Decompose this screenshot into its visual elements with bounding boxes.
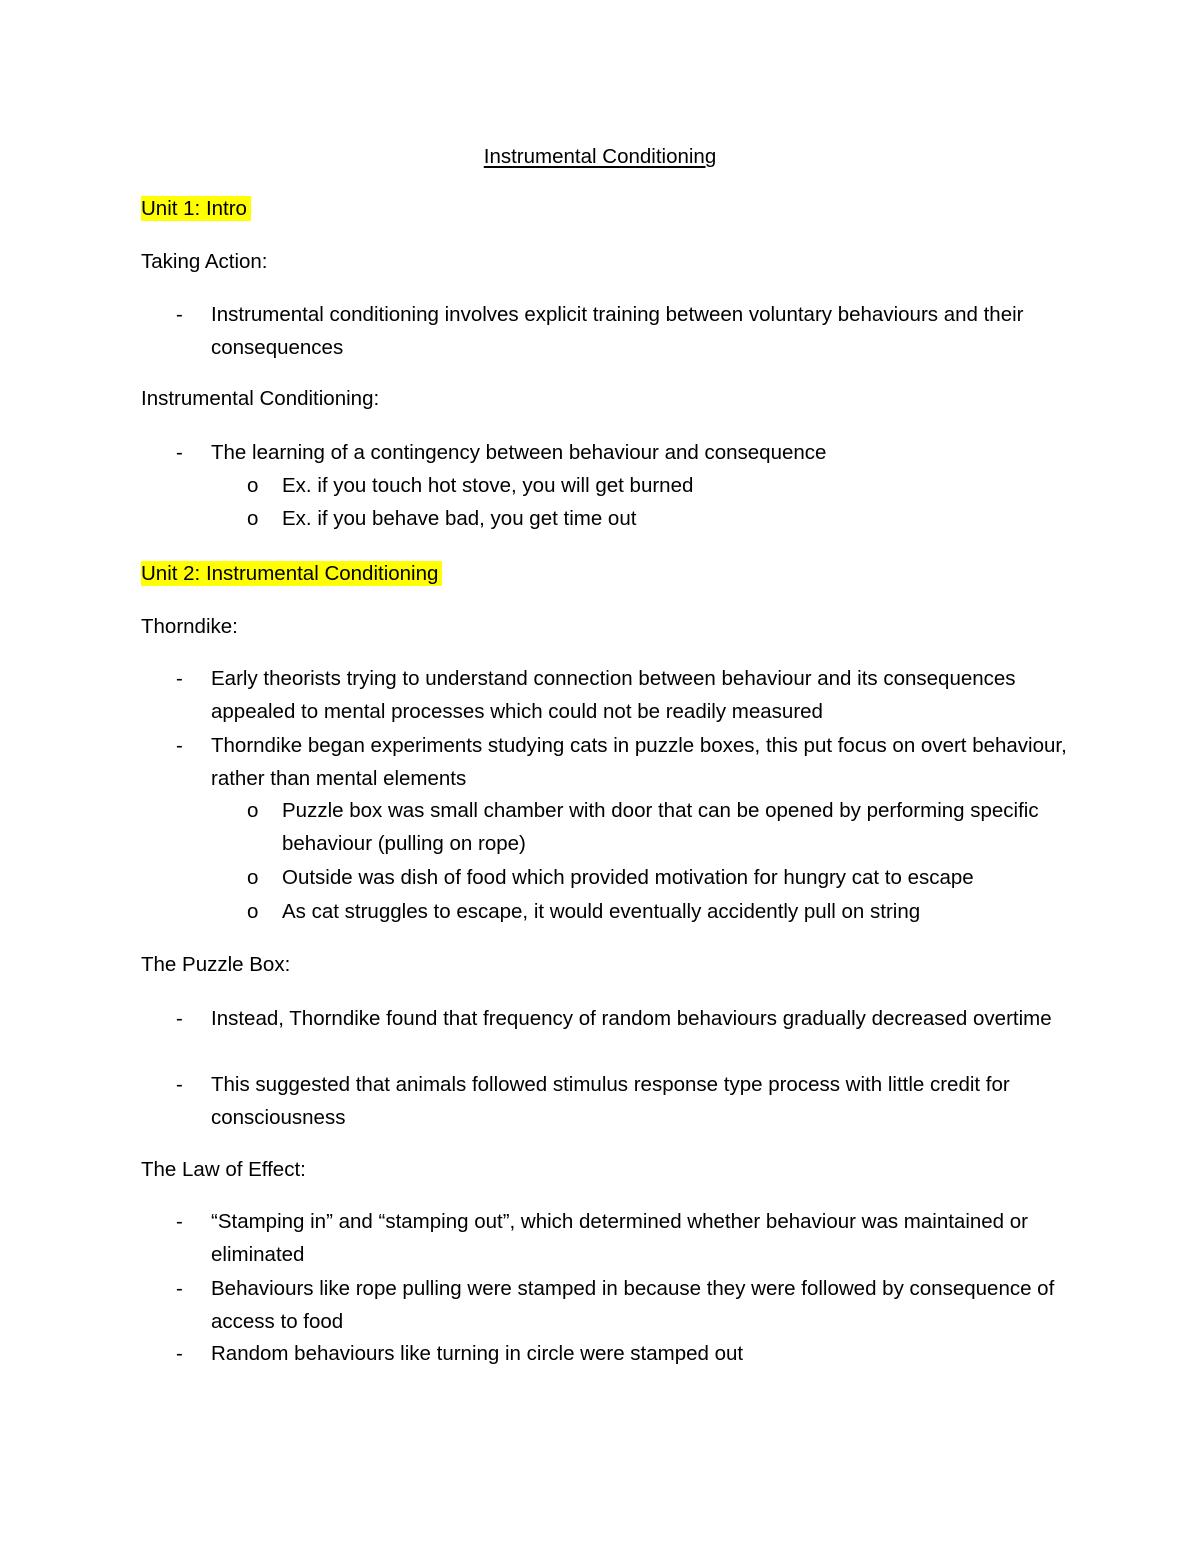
list-item-text: This suggested that animals followed stimulus response type process with little credit for consciousness [211, 1073, 1010, 1129]
dash-bullet: - [176, 441, 183, 464]
dash-bullet: - [176, 1210, 183, 1233]
dash-bullet: - [176, 1073, 183, 1096]
law-of-effect-heading: The Law of Effect: [141, 1158, 306, 1181]
unit-1-heading [141, 195, 251, 223]
sub-list-item-text: As cat struggles to escape, it would eventually accidently pull on string [282, 900, 921, 923]
dash-bullet: - [176, 303, 183, 326]
dash-bullet: - [176, 734, 183, 757]
list-item-text: Instrumental conditioning involves explicit training between voluntary behaviours and their consequences [211, 303, 1024, 359]
dash-bullet: - [176, 667, 183, 690]
circle-bullet: o [247, 799, 259, 822]
dash-bullet: - [176, 1007, 183, 1030]
circle-bullet: o [247, 474, 259, 497]
list-item-text: Instead, Thorndike found that frequency of random behaviours gradually decreased overtime [211, 1007, 1052, 1030]
list-item-text: Thorndike began experiments studying cats in puzzle boxes, this put focus on overt behaviour, rather than mental elements [211, 734, 1067, 790]
unit-2-label: Unit 2: Instrumental Conditioning [141, 561, 442, 586]
circle-bullet: o [247, 866, 259, 889]
list-item-text: “Stamping in” and “stamping out”, which determined whether behaviour was maintained or eliminated [211, 1210, 1029, 1266]
dash-bullet: - [176, 1277, 183, 1300]
sub-list-item-text: Ex. if you touch hot stove, you will get burned [282, 474, 694, 497]
document-title: Instrumental Conditioning [483, 145, 717, 168]
circle-bullet: o [247, 900, 259, 923]
list-item-text: Random behaviours like turning in circle were stamped out [211, 1342, 744, 1365]
instrumental-conditioning-heading: Instrumental Conditioning: [141, 387, 380, 410]
list-item-text: The learning of a contingency between behaviour and consequence [211, 441, 827, 464]
unit-2-heading [141, 560, 442, 588]
dash-bullet: - [176, 1342, 183, 1365]
sub-list-item-text: Puzzle box was small chamber with door that can be opened by performing specific behaviour (pulling on rope) [282, 799, 1039, 855]
puzzle-box-heading: The Puzzle Box: [141, 953, 291, 976]
thorndike-heading: Thorndike: [141, 615, 238, 638]
taking-action-heading: Taking Action: [141, 250, 268, 273]
circle-bullet: o [247, 507, 259, 530]
sub-list-item-text: Ex. if you behave bad, you get time out [282, 507, 637, 530]
list-item-text: Behaviours like rope pulling were stamped in because they were followed by consequence of access to food [211, 1277, 1055, 1333]
sub-list-item-text: Outside was dish of food which provided motivation for hungry cat to escape [282, 866, 974, 889]
unit-1-label: Unit 1: Intro [141, 196, 251, 221]
list-item-text: Early theorists trying to understand connection between behaviour and its consequences appealed to mental processes which could not be readily measured [211, 667, 1016, 723]
